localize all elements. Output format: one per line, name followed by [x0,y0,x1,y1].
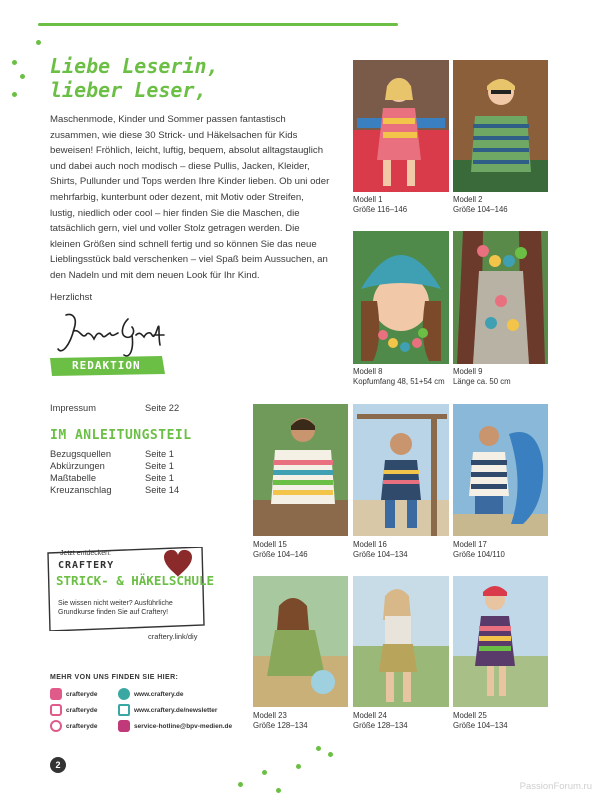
mail-icon [118,704,130,716]
toc-item-page: Seite 1 [145,461,174,471]
caption-modell-23 [253,711,308,731]
social-link-email[interactable] [118,720,232,732]
impressum-page: Seite 22 [145,403,180,413]
impressum-label: Impressum [50,403,96,413]
decor-dot [238,782,243,787]
model-name: Modell 15 [253,540,287,549]
social-link-newsletter[interactable] [118,704,217,716]
caption-modell-9 [453,367,511,387]
social-link-label: www.craftery.de/newsletter [134,706,218,714]
toc-item-label: Abkürzungen [50,461,105,471]
model-size: Größe 104–134 [453,721,508,730]
decor-dot [316,746,321,751]
toc-item-label: Bezugsquellen [50,449,111,459]
decor-dot [36,40,41,45]
model-name: Modell 17 [453,540,487,549]
model-size: Größe 104–146 [253,550,308,559]
social-link-label: www.craftery.de [134,690,184,698]
greeting-line-1: Liebe Leserin, [50,54,219,78]
decor-dot [262,770,267,775]
anleitung-list [50,448,210,496]
model-name: Modell 1 [353,195,383,204]
social-link-label: crafteryde [66,690,98,698]
photo-modell-24 [353,576,449,707]
caption-modell-17 [453,540,505,560]
photo-modell-1 [353,60,449,192]
caption-modell-2 [453,195,508,215]
decor-dot [12,60,17,65]
model-name: Modell 8 [353,367,383,376]
photo-modell-15 [253,404,348,536]
decor-dot [296,764,301,769]
photo-modell-8 [353,231,449,364]
impressum-row[interactable] [50,402,210,414]
photo-modell-2 [453,60,548,192]
photo-modell-16 [353,404,449,536]
caption-modell-8 [353,367,445,387]
photo-modell-9 [453,231,548,364]
social-link-label: crafteryde [66,706,98,714]
social-link-instagram[interactable] [50,704,97,716]
social-link-pinterest[interactable] [50,720,97,732]
social-link-label: service-hotline@bpv-medien.de [134,722,233,730]
top-divider-line [38,23,398,26]
globe-icon [118,688,130,700]
instagram-icon [50,704,62,716]
decor-dot [12,92,17,97]
model-size: Größe 104–134 [353,550,408,559]
greeting-line-2: lieber Leser, [50,78,207,102]
toc-item[interactable] [50,472,210,484]
redaktion-label: REDAKTION [72,359,141,372]
model-size: Größe 128–134 [253,721,308,730]
toc-item-page: Seite 14 [145,485,180,495]
photo-modell-23 [253,576,348,707]
closing-text: Herzlichst [50,292,93,303]
intro-text: Maschenmode, Kinder und Sommer passen fantastisch zusammen, wie diese 30 Strick- und Häkelsachen für Kids beweisen! Fröhlich, leicht, luftig, bequem, absolut alltagstauglich und dabei auch noch modisch – diese Pullis, Jacken, Kleider, Shirts, Pullunder und Tops werden Ihre Kinder lieben. Ob uni oder mehrfarbig, kunterbunt oder dezent, mit Motiv oder Streifen, lustig, niedlich oder cool – hier finden Sie die Maschen, die tatsächlich gern, viel und voller Stolz getragen werden. Die kleinen Größen sind schnell fertig und so können Sie das neue Lieblingsstück bald verschenken – viel Spaß beim Aussuchen, an den Nadeln und mit dem neuen Look für Ihr Kind. [50,114,330,281]
social-link-facebook[interactable] [50,688,97,700]
promo-text: Sie wissen nicht weiter? Ausführliche Grundkurse finden Sie auf Craftery! [58,600,173,616]
model-name: Modell 23 [253,711,287,720]
pinterest-icon [50,720,62,732]
promo-title: STRICK- & HÄKELSCHULE [56,573,215,588]
watermark: PassionForum.ru [519,781,592,792]
social-link-website[interactable] [118,688,184,700]
decor-dot [276,788,281,793]
model-size: Größe 128–134 [353,721,408,730]
page-number: 2 [50,757,66,773]
at-icon [118,720,130,732]
social-link-label: crafteryde [66,722,98,730]
caption-modell-24 [353,711,408,731]
model-name: Modell 24 [353,711,387,720]
model-size: Größe 104–146 [453,205,508,214]
more-heading: MEHR VON UNS FINDEN SIE HIER: [50,674,179,681]
greeting-heading [50,54,219,102]
model-size: Größe 116–146 [353,205,408,214]
caption-modell-15 [253,540,308,560]
promo-kicker: Jetzt entdecken: [60,550,111,557]
caption-modell-16 [353,540,408,560]
decor-dot [328,752,333,757]
decor-dot [20,74,25,79]
toc-item-page: Seite 1 [145,449,174,459]
photo-modell-25 [453,576,548,707]
model-name: Modell 16 [353,540,387,549]
model-size: Länge ca. 50 cm [453,377,511,386]
caption-modell-1 [353,195,407,215]
model-size: Kopfumfang 48, 51+54 cm [353,377,445,386]
toc-item[interactable] [50,484,210,496]
toc-item[interactable] [50,460,210,472]
promo-brand: CRAFTERY [58,560,115,571]
promo-link[interactable]: craftery.link/diy [148,632,198,641]
anleitung-heading: IM ANLEITUNGSTEIL [50,428,192,443]
model-name: Modell 2 [453,195,483,204]
toc-item[interactable] [50,448,210,460]
photo-modell-17 [453,404,548,536]
model-name: Modell 9 [453,367,483,376]
model-name: Modell 25 [453,711,487,720]
caption-modell-25 [453,711,508,731]
toc-item-label: Kreuzanschlag [50,485,112,495]
toc-item-label: Maßtabelle [50,473,96,483]
facebook-icon [50,688,62,700]
model-size: Größe 104/110 [453,550,505,559]
toc-item-page: Seite 1 [145,473,174,483]
